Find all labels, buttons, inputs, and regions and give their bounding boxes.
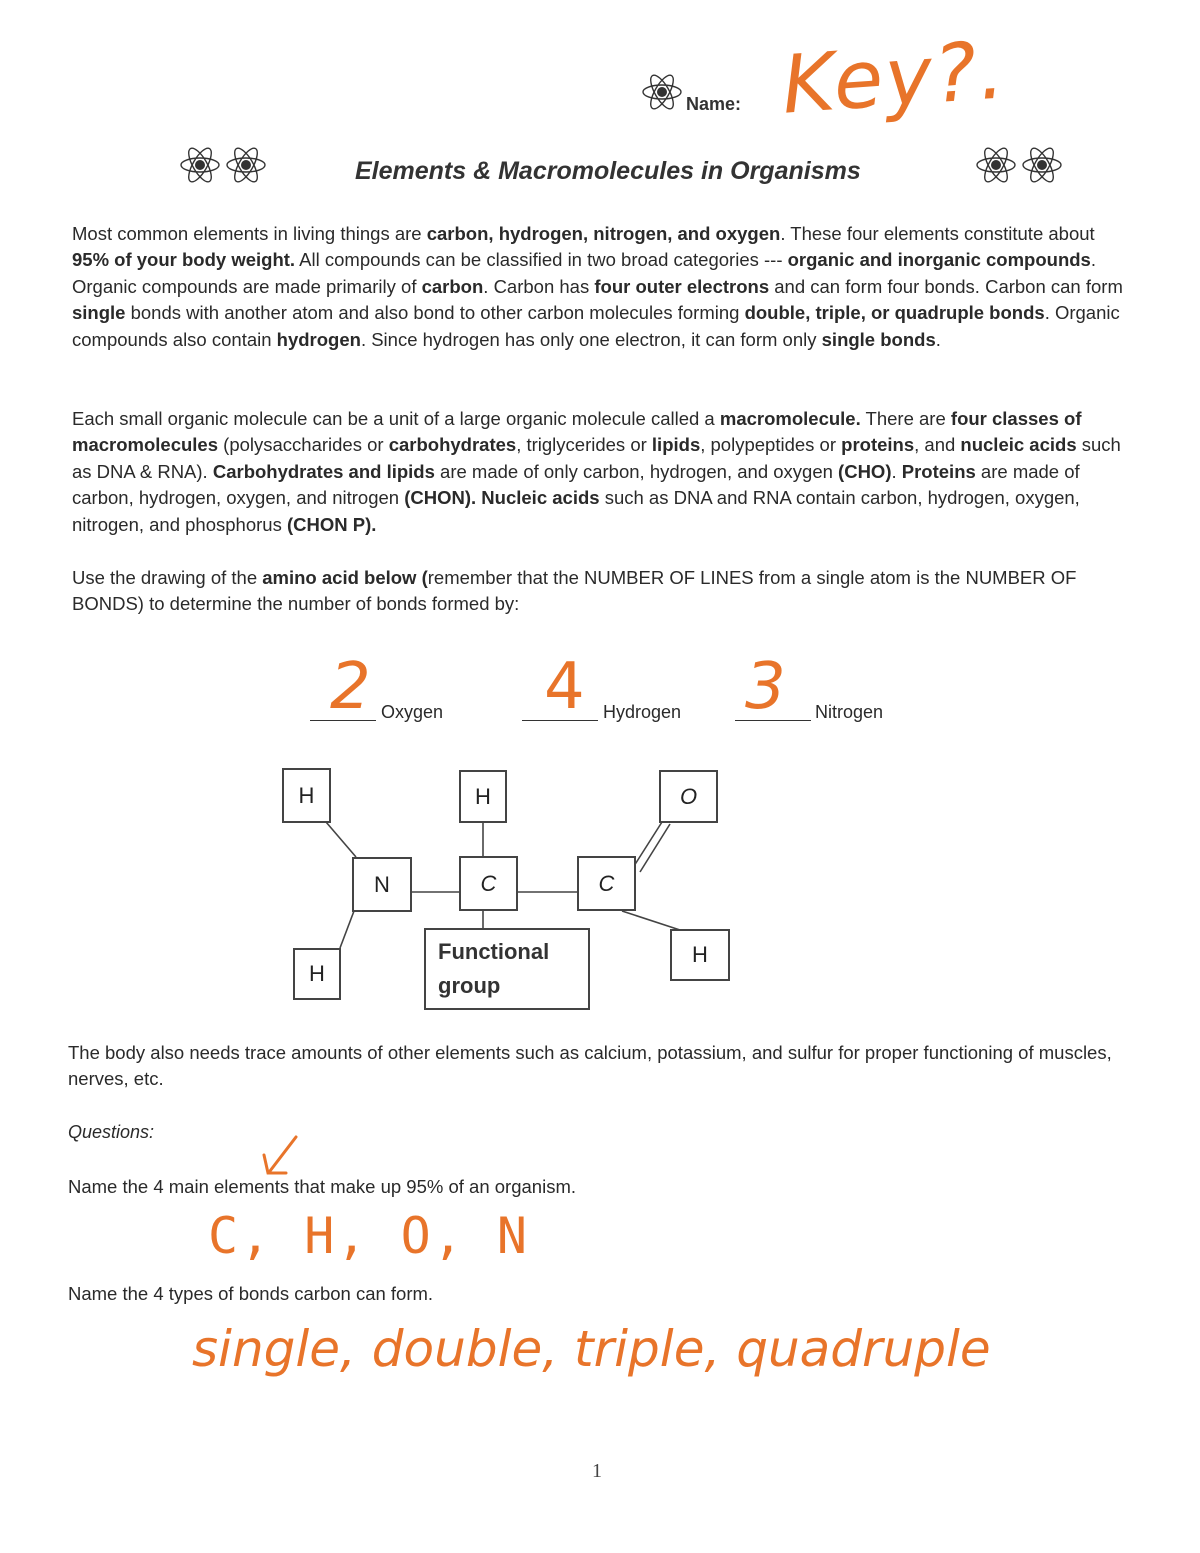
bold-run: lipids (651, 434, 701, 456)
arrow-icon (258, 1133, 302, 1179)
paragraph-trace-elements: The body also needs trace amounts of other elements such as calcium, potassium, and sulfur for proper functioning of muscles, nerves, etc. (68, 1042, 1112, 1090)
text-run: bonds with another atom and also bond to other carbon molecules forming (125, 302, 745, 324)
bond-answer-value: 3 (745, 650, 786, 724)
bold-run: single (72, 302, 126, 324)
text-run: , polypeptides or (700, 434, 842, 456)
text-run: , and (914, 434, 961, 456)
text-run: All compounds can be classified in two broad categories --- (295, 249, 788, 271)
atom-nitrogen: N (352, 857, 412, 912)
bold-run: (CHON). (404, 487, 477, 509)
bond-answer-value: 2 (330, 650, 371, 724)
text-run: remember that the NUMBER OF LINES from a single atom is the NUMBER OF BONDS) to determine the number of bonds formed by: (72, 567, 1077, 615)
bold-run: proteins (841, 434, 915, 456)
bond-answer-value: 4 (544, 650, 585, 724)
bold-run: organic and inorganic compounds (787, 249, 1091, 271)
text-run: . (935, 328, 941, 350)
text-run: Most common elements in living things are (72, 223, 427, 244)
bold-run: carbon, hydrogen, nitrogen, and oxygen (426, 223, 781, 244)
text-run: . Since hydrogen has only one electron, it can form only (360, 328, 822, 350)
bond-answer-label: Oxygen (381, 702, 444, 722)
name-label: Name: (686, 94, 742, 114)
text-run: Each small organic molecule can be a unit of a large organic molecule called a (72, 408, 720, 429)
bold-run: double, triple, or quadruple bonds (744, 302, 1045, 324)
answer-1: C, H, O, N (208, 1207, 530, 1265)
bold-run: Nucleic acids (481, 487, 600, 509)
text-run: such as DNA & RNA). (72, 434, 1121, 482)
text-run: and can form four bonds. Carbon can form (769, 275, 1123, 297)
atom-carbon-carboxyl: C (577, 856, 636, 911)
atom-hydrogen-top-left: H (282, 768, 331, 823)
text-run: such as DNA and RNA contain carbon, hydrogen, oxygen, nitrogen, and phosphorus (72, 487, 1080, 535)
answer-2: single, double, triple, quadruple (192, 1320, 991, 1378)
atom-hydrogen-bottom-right: H (670, 929, 730, 981)
text-run: . Organic compounds also contain (72, 302, 1120, 350)
functional-group-line2: group (438, 973, 501, 998)
bold-run: four outer electrons (594, 275, 770, 297)
questions-heading: Questions: (68, 1122, 155, 1142)
atom-hydrogen-top-middle: H (459, 770, 507, 823)
text-run: . Organic compounds are made primarily of (72, 249, 1096, 297)
bold-run: (CHON P). (286, 513, 377, 535)
bond-answer-label: Hydrogen (603, 702, 682, 722)
question-2: Name the 4 types of bonds carbon can form. (68, 1283, 434, 1304)
page-title: Elements & Macromolecules in Organisms (355, 157, 861, 185)
text-run: are made of carbon, hydrogen, oxygen, and nitrogen (72, 460, 1080, 509)
functional-group-line1: Functional (438, 939, 550, 964)
text-run: There are (860, 408, 951, 429)
bold-run: carbon (421, 275, 484, 297)
bold-run: 95% of your body weight. (72, 249, 296, 271)
bold-run: four classes of macromolecules (72, 408, 1082, 456)
bold-run: (CHO) (838, 460, 892, 482)
text-run: (polysaccharides or (218, 434, 389, 456)
bold-run: hydrogen (276, 328, 361, 350)
bold-run: Carbohydrates and lipids (212, 460, 435, 482)
text-run: . Carbon has (483, 275, 595, 297)
bold-run: carbohydrates (388, 434, 517, 456)
text-run: . (891, 460, 902, 482)
text-run: are made of only carbon, hydrogen, and oxygen (434, 460, 839, 482)
bold-run: single bonds (821, 328, 936, 350)
page-number: 1 (592, 1460, 602, 1482)
atom-carbon-alpha: C (459, 856, 518, 911)
question-1: Name the 4 main elements that make up 95% of an organism. (68, 1176, 576, 1197)
atom-oxygen: O (659, 770, 718, 823)
bold-run: macromolecule. (719, 408, 861, 429)
text-run: , triglycerides or (516, 434, 652, 456)
bold-run: Proteins (901, 460, 976, 482)
bold-run: amino acid below ( (262, 567, 428, 588)
atom-hydrogen-bottom-left: H (293, 948, 341, 1000)
bond-answer-label: Nitrogen (815, 702, 884, 722)
text-run: Use the drawing of the (72, 567, 263, 588)
text-run: . These four elements constitute about (780, 223, 1095, 244)
name-handwritten-value: Key?. (778, 23, 1009, 132)
bold-run: nucleic acids (960, 434, 1077, 456)
functional-group-box (424, 928, 590, 1010)
